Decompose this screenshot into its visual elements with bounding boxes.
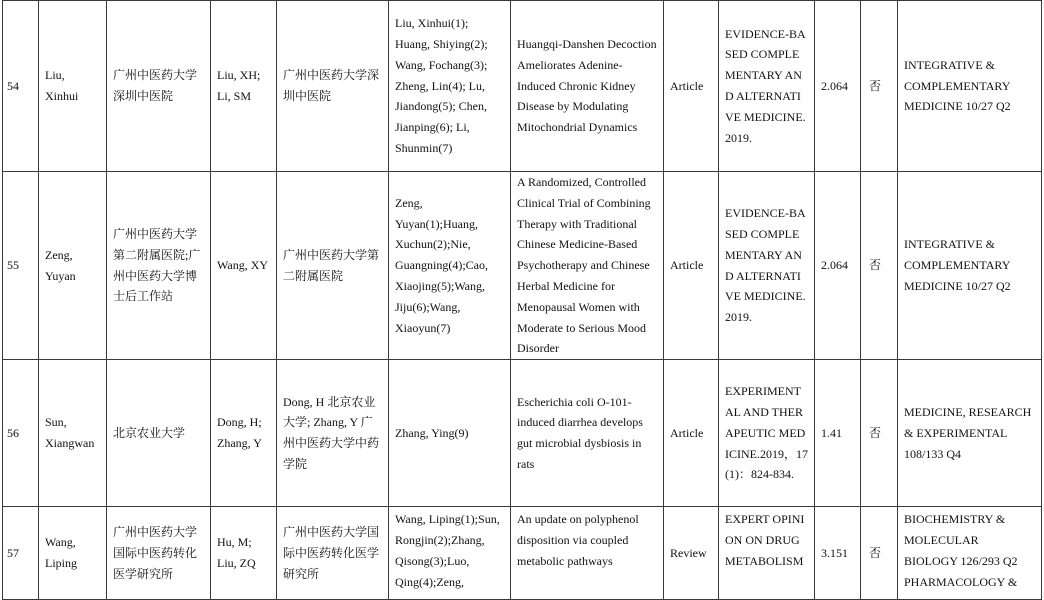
paper-type: Article bbox=[664, 1, 719, 172]
corresponding-affiliation: Dong, H 北京农业大学; Zhang, Y 广州中医药大学中药学院 bbox=[277, 360, 389, 507]
author-name: Sun, Xiangwan bbox=[39, 360, 107, 507]
table-row bbox=[3, 360, 1042, 507]
table-row bbox=[3, 172, 1042, 360]
author-affiliation: 北京农业大学 bbox=[107, 360, 211, 507]
table-row bbox=[3, 1, 1042, 172]
row-number: 55 bbox=[3, 172, 39, 360]
author-name: Wang, Liping bbox=[39, 507, 107, 600]
paper-type: Review bbox=[664, 507, 719, 600]
journal-ranking: INTEGRATIVE & COMPLEMENTARY MEDICINE 10/27 Q2 bbox=[898, 172, 1042, 360]
author-list: Wang, Liping(1);Sun, Rongjin(2);Zhang, Qisong(3);Luo, Qing(4);Zeng, bbox=[389, 507, 511, 600]
status-flag: 否 bbox=[861, 172, 898, 360]
row-number: 57 bbox=[3, 507, 39, 600]
author-list: Zhang, Ying(9) bbox=[389, 360, 511, 507]
impact-factor: 2.064 bbox=[815, 1, 861, 172]
journal-ranking: BIOCHEMISTRY & MOLECULAR BIOLOGY 126/293 Q2 PHARMACOLOGY & bbox=[898, 507, 1042, 600]
author-affiliation: 广州中医药大学第二附属医院;广州中医药大学博士后工作站 bbox=[107, 172, 211, 360]
table-row bbox=[3, 507, 1042, 600]
journal-ranking: INTEGRATIVE & COMPLEMENTARY MEDICINE 10/27 Q2 bbox=[898, 1, 1042, 172]
status-flag: 否 bbox=[861, 507, 898, 600]
author-list: Liu, Xinhui(1); Huang, Shiying(2); Wang, Fochang(3); Zheng, Lin(4); Lu, Jiandong(5); Chen, Jianping(6); Li, Shunmin(7) bbox=[389, 1, 511, 172]
corresponding-author: Wang, XY bbox=[211, 172, 277, 360]
status-flag: 否 bbox=[861, 360, 898, 507]
row-number: 54 bbox=[3, 1, 39, 172]
paper-title: Escherichia coli O-101-induced diarrhea develops gut microbial dysbiosis in rats bbox=[511, 360, 664, 507]
journal-ranking: MEDICINE, RESEARCH & EXPERIMENTAL 108/133 Q4 bbox=[898, 360, 1042, 507]
paper-type: Article bbox=[664, 172, 719, 360]
row-number: 56 bbox=[3, 360, 39, 507]
corresponding-affiliation: 广州中医药大学深圳中医院 bbox=[277, 1, 389, 172]
paper-title: A Randomized, Controlled Clinical Trial of Combining Therapy with Traditional Chinese Medicine-Based Psychotherapy and Chinese Herbal Medicine for Menopausal Women with Moderate to Serious Mood Disorder bbox=[511, 172, 664, 360]
paper-type: Article bbox=[664, 360, 719, 507]
journal-info: EVIDENCE-BASED COMPLEMENTARY AND ALTERNATIVE MEDICINE.2019. bbox=[719, 172, 815, 360]
author-name: Liu, Xinhui bbox=[39, 1, 107, 172]
journal-info: EVIDENCE-BASED COMPLEMENTARY AND ALTERNATIVE MEDICINE.2019. bbox=[719, 1, 815, 172]
status-flag: 否 bbox=[861, 1, 898, 172]
impact-factor: 3.151 bbox=[815, 507, 861, 600]
journal-info: EXPERIMENTAL AND THERAPEUTIC MEDICINE.2019，17(1)：824-834. bbox=[719, 360, 815, 507]
impact-factor: 2.064 bbox=[815, 172, 861, 360]
journal-info: EXPERT OPINION ON DRUG METABOLISM bbox=[719, 507, 815, 600]
paper-title: An update on polyphenol disposition via coupled metabolic pathways bbox=[511, 507, 664, 600]
corresponding-author: Hu, M; Liu, ZQ bbox=[211, 507, 277, 600]
paper-title: Huangqi-Danshen Decoction Ameliorates Adenine-Induced Chronic Kidney Disease by Modulating Mitochondrial Dynamics bbox=[511, 1, 664, 172]
corresponding-affiliation: 广州中医药大学国际中医药转化医学研究所 bbox=[277, 507, 389, 600]
corresponding-author: Dong, H; Zhang, Y bbox=[211, 360, 277, 507]
author-affiliation: 广州中医药大学国际中医药转化医学研究所 bbox=[107, 507, 211, 600]
author-list: Zeng, Yuyan(1);Huang, Xuchun(2);Nie, Guangning(4);Cao, Xiaojing(5);Wang, Jiju(6);Wang, Xiaoyun(7) bbox=[389, 172, 511, 360]
corresponding-affiliation: 广州中医药大学第二附属医院 bbox=[277, 172, 389, 360]
publication-table bbox=[2, 0, 1042, 600]
corresponding-author: Liu, XH; Li, SM bbox=[211, 1, 277, 172]
author-affiliation: 广州中医药大学深圳中医院 bbox=[107, 1, 211, 172]
impact-factor: 1.41 bbox=[815, 360, 861, 507]
author-name: Zeng, Yuyan bbox=[39, 172, 107, 360]
